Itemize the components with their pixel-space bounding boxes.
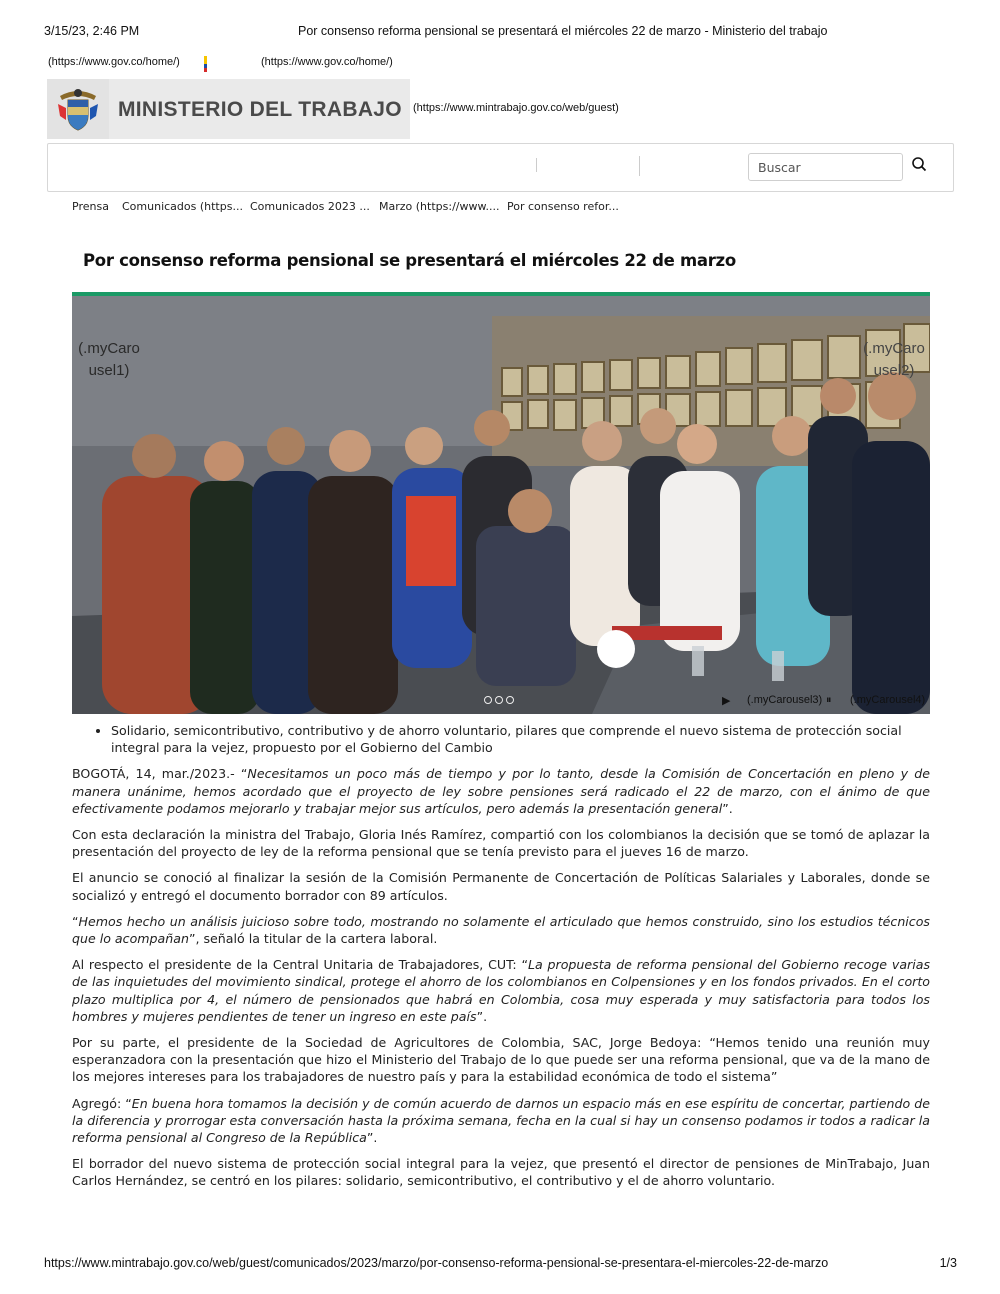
article-paragraph: Al respecto el presidente de la Central Unitaria de Trabajadores, CUT: “La propuesta de reforma pensional del Gobierno recoge varias de las inquietudes del movimiento sindical, protege el ahorro de los colombianos en Colpensiones y en los fondos privados. En el corto plazo multiplica por 4, el número de pensionados que habrá en Colombia, cosa muy esperada y muy satisfactoria para todos los hombres y mujeres pendientes de tener un ingreso en este país”. <box>72 957 931 1024</box>
article-highlights <box>111 722 930 756</box>
search-input[interactable] <box>748 153 903 181</box>
article-paragraph: Agregó: “En buena hora tomamos la decisión y de común acuerdo de darnos un espacio más en ese espíritu de concertar, partiendo de la diferencia y prorrogar esta conversación hasta la próxima semana, fecha en la cual si hay un consenso podamos ir todos a radicar la reforma pensional al Congreso de la República”. <box>72 1095 930 1146</box>
search-icon[interactable] <box>910 155 930 175</box>
carousel-next-label: (.myCaro <box>863 340 925 357</box>
page-title: Por consenso reforma pensional se presentará el miércoles 22 de marzo <box>83 251 736 270</box>
carousel-indicators[interactable] <box>484 696 514 704</box>
breadcrumb-item[interactable]: Prensa <box>72 200 109 213</box>
news-carousel <box>72 292 930 714</box>
article-paragraph: Por su parte, el presidente de la Sociedad de Agricultores de Colombia, SAC, Jorge Bedoya: “Hemos tenido una reunión muy esperanzadora con la presentación que hizo el Ministerio del Trabajo de lo que puede ser una reforma pensional, que va de la mano de los mejores intereses para los trabajadores de nuestro país y para la estabilidad económica de todo el sistema” <box>72 1035 930 1085</box>
coat-of-arms-icon <box>47 79 109 139</box>
carousel-prev-label: usel1) <box>88 362 130 379</box>
carousel-dot[interactable] <box>506 696 514 704</box>
divider <box>639 156 640 176</box>
carousel-next-label: usel2) <box>873 362 915 379</box>
print-datetime: 3/15/23, 2:46 PM <box>44 24 140 38</box>
play-icon[interactable]: ▶ <box>722 695 731 707</box>
print-url: https://www.mintrabajo.gov.co/web/guest/comunicados/2023/marzo/por-consenso-reforma-pensional-se-presentara-el-miercoles-22-de-marzo <box>44 1256 829 1270</box>
highlight-item: • Solidario, semicontributivo, contributivo y de ahorro voluntario, pilares que comprende el nuevo sistema de protección social integral para la vejez, propuesto por el Gobierno del Cambio <box>111 722 930 756</box>
carousel-prev-button[interactable] <box>74 338 144 382</box>
carousel-dot[interactable] <box>495 696 503 704</box>
breadcrumb-item[interactable]: Por consenso refor... <box>507 200 619 213</box>
article-paragraph: El anuncio se conoció al finalizar la sesión de la Comisión Permanente de Concertación de Políticas Salariales y Laborales, donde se socializó y entregó el documento borrador con 89 artículos. <box>72 870 930 903</box>
colombia-flag-icon <box>204 56 207 72</box>
carousel-next-button[interactable] <box>860 338 928 382</box>
ministry-logo[interactable] <box>47 79 410 139</box>
carousel-center-button[interactable] <box>597 630 635 668</box>
print-page-title: Por consenso reforma pensional se presentará el miércoles 22 de marzo - Ministerio del trabajo <box>298 24 828 38</box>
article-paragraph: El borrador del nuevo sistema de protección social integral para la vejez, que presentó el director de pensiones de MinTrabajo, Juan Carlos Hernández, se centró en los pilares: solidario, semicontributivo, el contributivo y el de ahorro voluntario. <box>72 1156 930 1189</box>
gov-home-link[interactable]: (https://www.gov.co/home/) <box>48 56 180 68</box>
breadcrumb-item[interactable]: Comunicados (https... <box>122 200 243 213</box>
article-body <box>72 722 930 1199</box>
breadcrumb-item[interactable]: Marzo (https://www.... <box>379 200 500 213</box>
breadcrumb-item[interactable]: Comunicados 2023 ... <box>250 200 370 213</box>
group-photo <box>72 296 930 714</box>
ministry-name: MINISTERIO DEL TRABAJO <box>118 98 402 121</box>
carousel-dot[interactable] <box>484 696 492 704</box>
gov-home-link-2[interactable]: (https://www.gov.co/home/) <box>261 56 393 68</box>
divider <box>536 158 537 172</box>
ministry-home-link[interactable]: (https://www.mintrabajo.gov.co/web/guest) <box>413 102 619 114</box>
article-paragraph: “Hemos hecho un análisis juicioso sobre todo, mostrando no solamente el articulado que hemos construido, sino los estudios técnicos que lo acompañan”, señaló la titular de la cartera laboral. <box>72 913 930 947</box>
pause-icon[interactable]: ⏸ <box>826 694 832 706</box>
carousel-play-link[interactable]: (.myCarousel3) <box>747 694 823 706</box>
carousel-prev-label: (.myCaro <box>78 340 140 357</box>
page-number: 1/3 <box>939 1256 957 1270</box>
article-paragraph: BOGOTÁ, 14, mar./2023.- “Necesitamos un poco más de tiempo y por lo tanto, desde la Comisión de Concertación en pleno y de manera unánime, hemos acordado que el proyecto de ley sobre pensiones será radicado el 22 de marzo, con el ánimo de que efectivamente podamos mejorarlo y trabajar mejor sus artículos, pero además la presentación general”. <box>72 766 930 816</box>
carousel-pause-link[interactable]: (.myCarousel4) <box>850 694 926 706</box>
nav-search-bar <box>47 143 954 192</box>
article-paragraph: Con esta declaración la ministra del Trabajo, Gloria Inés Ramírez, compartió con los colombianos la decisión que se tomó de aplazar la presentación del proyecto de ley de la reforma pensional que se tenía previsto para el jueves 16 de marzo. <box>72 827 930 860</box>
